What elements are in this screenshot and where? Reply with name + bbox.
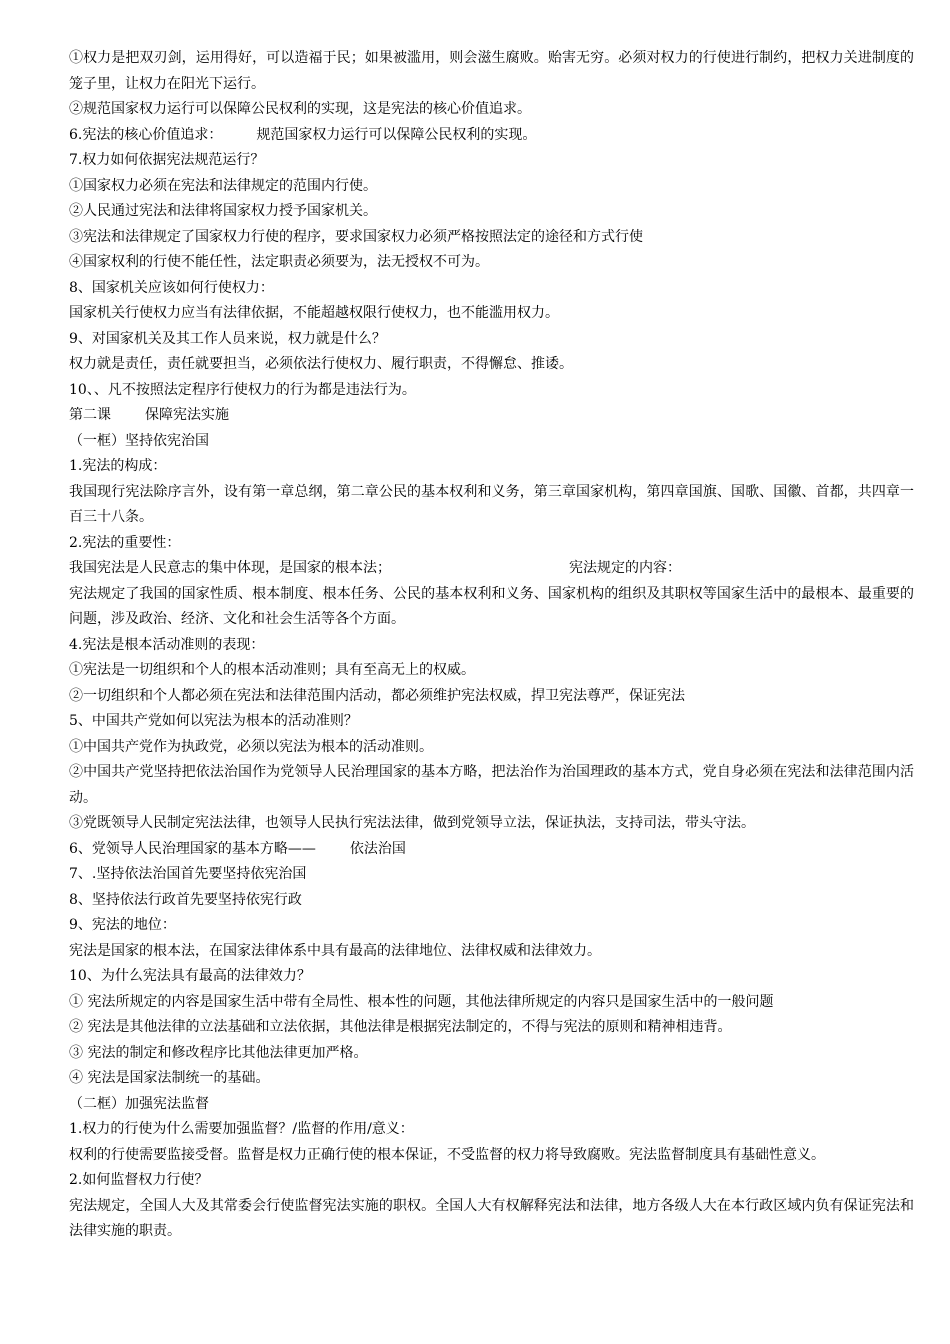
list-item: ③党既领导人民制定宪法法律，也领导人民执行宪法法律，做到党领导立法，保证执法，支持司法，带头守法。 [69, 815, 755, 831]
paragraph: ①权力是把双刃剑，运用得好，可以造福于民；如果被滥用，则会滋生腐败。贻害无穷。必须对权力的行使进行制约，把权力关进制度的笼子里，让权力在阳光下运行。 [69, 50, 914, 92]
lesson-name: 保障宪法实施 [145, 407, 229, 423]
heading-text: 宪法规定的内容： [569, 560, 681, 576]
question-heading: 2.如何监督权力行使？ [69, 1172, 209, 1188]
list-item: ③ 宪法的制定和修改程序比其他法律更加严格。 [69, 1044, 368, 1061]
question-heading: 5、中国共产党如何以宪法为根本的活动准则？ [69, 713, 358, 729]
list-item: ②中国共产党坚持把依法治国作为党领导人民治理国家的基本方略，把法治作为治国理政的基本方式，党自身必须在宪法和法律范围内活动。 [69, 764, 914, 806]
paragraph: ②规范国家权力运行可以保障公民权利的实现，这是宪法的核心价值追求。 [69, 101, 531, 117]
answer-text: 依法治国 [349, 840, 406, 857]
paragraph: 宪法规定了我国的国家性质、根本制度、根本任务、公民的基本权利和义务、国家机构的组织及其职权等国家生活中的最根本、最重要的问题，涉及政治、经济、文化和社会生活等各个方面。 [69, 585, 914, 627]
paragraph [69, 837, 914, 863]
paragraph: 7、.坚持依法治国首先要坚持依宪治国 [69, 866, 307, 882]
list-item: ②一切组织和个人都必须在宪法和法律范围内活动，都必须维护宪法权威，捍卫宪法尊严，保证宪法 [69, 687, 685, 704]
paragraph: 国家机关行使权力应当有法律依据，不能超越权限行使权力，也不能滥用权力。 [69, 305, 559, 321]
list-item: ① 宪法所规定的内容是国家生活中带有全局性、根本性的问题，其他法律所规定的内容只是国家生活中的一般问题 [69, 993, 774, 1010]
document-body [69, 46, 914, 1245]
list-item: ①国家权力必须在宪法和法律规定的范围内行使。 [69, 177, 377, 194]
question-heading: 2.宪法的重要性： [69, 534, 181, 551]
list-item: ①中国共产党作为执政党，必须以宪法为根本的活动准则。 [69, 738, 433, 755]
section-title: （一框）坚持依宪治国 [69, 432, 209, 449]
list-item: ④国家权利的行使不能任性，法定职责必须要为，法无授权不可为。 [69, 254, 489, 270]
list-item: ②人民通过宪法和法律将国家权力授予国家机关。 [69, 203, 377, 219]
question-heading: 1.宪法的构成： [69, 458, 167, 474]
question-heading: 1.权力的行使为什么需要加强监督？/监督的作用/意义： [69, 1121, 414, 1137]
list-item: ③宪法和法律规定了国家权力行使的程序，要求国家权力必须严格按照法定的途径和方式行使 [69, 228, 643, 245]
paragraph: 宪法规定，全国人大及其常委会行使监督宪法实施的职权。全国人大有权解释宪法和法律，地方各级人大在本行政区域内负有保证宪法和法律实施的职责。 [69, 1197, 914, 1239]
paragraph: 我国现行宪法除序言外，设有第一章总纲，第二章公民的基本权利和义务，第三章国家机构，第四章国旗、国歌、国徽、首都，共四章一百三十八条。 [69, 483, 914, 525]
list-item: ② 宪法是其他法律的立法基础和立法依据，其他法律是根据宪法制定的，不得与宪法的原则和精神相违背。 [69, 1019, 732, 1035]
answer-text: 我国宪法是人民意志的集中体现，是国家的根本法； [69, 560, 391, 576]
heading-text: 6.宪法的核心价值追求： [69, 126, 223, 143]
question-heading: 8、国家机关应该如何行使权力： [69, 279, 274, 296]
question-heading: 9、宪法的地位： [69, 917, 176, 933]
paragraph [69, 123, 914, 149]
paragraph: 10、、凡不按照法定程序行使权力的行为都是违法行为。 [69, 381, 416, 398]
question-heading: 9、对国家机关及其工作人员来说，权力就是什么？ [69, 330, 386, 347]
question-heading: 10、为什么宪法具有最高的法律效力？ [69, 968, 311, 984]
paragraph: 8、坚持依法行政首先要坚持依宪行政 [69, 891, 302, 908]
section-title: （二框）加强宪法监督 [69, 1095, 209, 1112]
paragraph: 宪法是国家的根本法，在国家法律体系中具有最高的法律地位、法律权威和法律效力。 [69, 942, 601, 959]
list-item: ④ 宪法是国家法制统一的基础。 [69, 1070, 270, 1086]
answer-text: 规范国家权力运行可以保障公民权利的实现。 [256, 126, 537, 143]
lesson-title [69, 403, 914, 429]
paragraph: 权利的行使需要监接受督。监督是权力正确行使的根本保证，不受监督的权力将导致腐败。宪法监督制度具有基础性意义。 [69, 1146, 825, 1163]
paragraph: 权力就是责任，责任就要担当，必须依法行使权力、履行职责，不得懈怠、推诿。 [69, 356, 573, 372]
question-heading: 7.权力如何依据宪法规范运行？ [69, 152, 265, 168]
lesson-number: 第二课 [69, 407, 111, 423]
question-heading: 4.宪法是根本活动准则的表现： [69, 636, 265, 653]
paragraph [69, 556, 914, 582]
heading-text: 6、党领导人民治理国家的基本方略—— [69, 840, 316, 857]
list-item: ①宪法是一切组织和个人的根本活动准则；具有至高无上的权威。 [69, 662, 475, 678]
